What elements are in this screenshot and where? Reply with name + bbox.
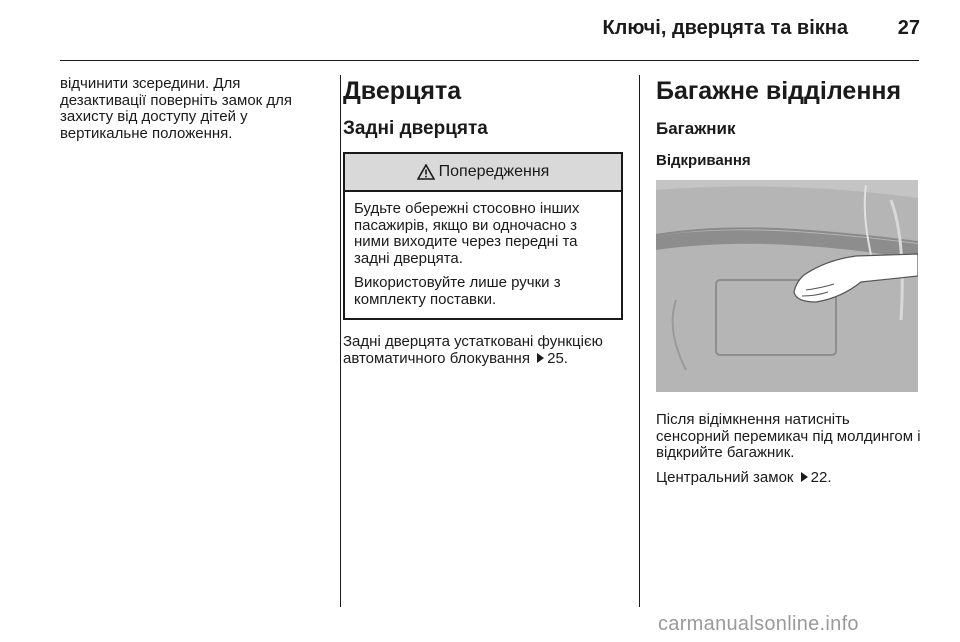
warning-paragraph-2: Використовуйте лише ручки з комплекту поставки. bbox=[354, 274, 561, 308]
column-right bbox=[656, 70, 921, 486]
column-left bbox=[60, 70, 330, 150]
header-divider bbox=[60, 60, 919, 61]
subsection-title-rear-doors: Задні дверцята bbox=[343, 118, 488, 139]
central-lock-page-ref[interactable]: 22. bbox=[810, 468, 832, 486]
trunk-opening-illustration bbox=[656, 180, 918, 392]
watermark: carmanualsonline.info bbox=[658, 613, 859, 635]
page-number: 27 bbox=[897, 17, 920, 39]
section-title-doors: Дверцята bbox=[343, 77, 462, 105]
central-lock-text: Центральний замок bbox=[656, 468, 794, 486]
page-reference-arrow-icon bbox=[801, 472, 808, 482]
warning-header bbox=[345, 154, 621, 192]
column-divider-right bbox=[639, 75, 640, 607]
section-title-luggage: Багажне відділення bbox=[656, 77, 902, 105]
subsection-title-trunk: Багажник bbox=[656, 119, 736, 138]
trunk-illustration-graphic bbox=[656, 180, 918, 392]
auto-lock-paragraph bbox=[343, 334, 625, 367]
warning-box bbox=[343, 152, 623, 320]
trunk-opening-paragraph: Після відімкнення натисніть сенсорний перемикач під молдингом і відкрийте багажник. bbox=[656, 411, 921, 461]
column-divider-left bbox=[340, 75, 341, 607]
warning-title: Попередження bbox=[438, 163, 550, 180]
auto-lock-page-ref[interactable]: 25. bbox=[547, 349, 568, 367]
warning-paragraph-1: Будьте обережні стосовно інших пасажирів, якщо ви одночасно з ними виходите через передні та задні дверцята. bbox=[354, 200, 580, 267]
warning-triangle-icon bbox=[417, 164, 435, 180]
auto-lock-text: Задні дверцята устатковані функцією автоматичного блокування bbox=[343, 333, 603, 367]
page-header-title: Ключі, дверцята та вікна bbox=[602, 17, 848, 39]
minor-title-opening: Відкривання bbox=[656, 152, 751, 169]
warning-body bbox=[345, 192, 621, 318]
child-lock-paragraph: відчинити зсередини. Для дезактивації поверніть замок для захисту від доступу дітей у вертикальне положення. bbox=[60, 75, 293, 142]
central-lock-paragraph bbox=[656, 470, 921, 487]
page-reference-arrow-icon bbox=[537, 353, 544, 363]
column-middle bbox=[343, 70, 625, 367]
